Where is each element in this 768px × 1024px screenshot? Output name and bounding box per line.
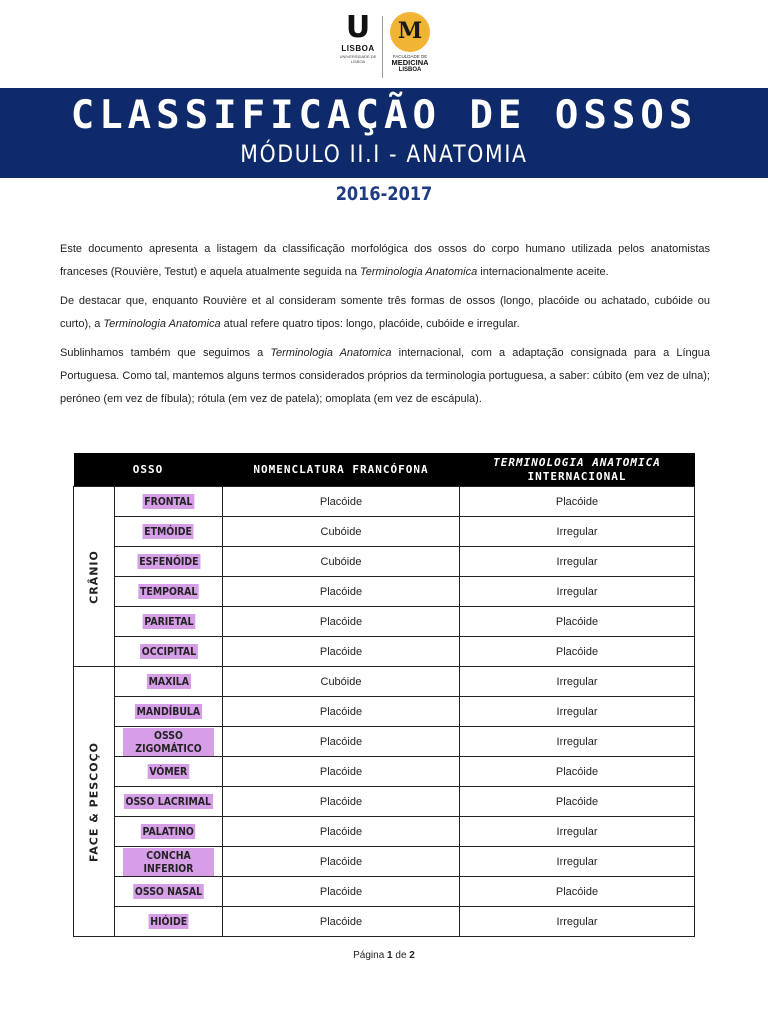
francofona-cell: Placóide (223, 577, 460, 607)
group-label: CRÂNIO (87, 549, 101, 604)
francofona-cell: Placóide (223, 907, 460, 937)
terminologia-cell: Placóide (460, 487, 695, 517)
page-footer (0, 950, 768, 961)
bone-name-cell (115, 727, 223, 757)
bone-name: OCCIPITAL (141, 645, 196, 658)
table-row (74, 787, 695, 817)
intro-paragraph-3: Sublinhamos também que seguimos a Terminologia Anatomica internacional, com a adaptação consignada para a Língua Portuguesa. Como tal, mantemos alguns termos considerados próprios da terminologia portuguesa, a saber: cúbito (em vez de ulna); peróneo (em vez de fíbula); rótula (em vez de patela); omoplata (em vez de escápula). (60, 347, 710, 405)
faculdade-medicina-logo (388, 12, 432, 74)
francofona-cell: Placóide (223, 787, 460, 817)
table-row (74, 607, 695, 637)
bone-name-cell (115, 487, 223, 517)
header-terminologia: TERMINOLOGIA ANATOMICA INTERNACIONAL (460, 453, 695, 487)
francofona-cell: Placóide (223, 727, 460, 757)
bone-name: OSSO NASAL (134, 885, 203, 898)
bone-name-cell (115, 547, 223, 577)
bone-name: CONCHA INFERIOR (123, 848, 214, 876)
ul-logo-sub: UNIVERSIDADE DE LISBOA (339, 54, 377, 64)
francofona-cell: Placóide (223, 847, 460, 877)
page-of: de (395, 950, 407, 961)
bone-name: VÓMER (149, 765, 188, 778)
page-title: CLASSIFICAÇÃO DE OSSOS (70, 93, 698, 138)
bone-name: HIÓIDE (150, 915, 187, 928)
francofona-cell: Placóide (223, 637, 460, 667)
academic-year: 2016-2017 (335, 183, 433, 205)
table-row (74, 757, 695, 787)
header-francofona: NOMENCLATURA FRANCÓFONA (223, 453, 460, 487)
group-label: FACE & PESCOÇO (87, 741, 101, 862)
terminologia-cell: Irregular (460, 547, 695, 577)
terminologia-cell: Irregular (460, 817, 695, 847)
francofona-cell: Cubóide (223, 517, 460, 547)
ul-logo-name: LISBOA (341, 44, 375, 53)
table-row (74, 847, 695, 877)
title-banner (0, 88, 768, 178)
table-row (74, 547, 695, 577)
intro-paragraph-2: De destacar que, enquanto Rouvière et al consideram somente três formas de ossos (longo, placóide ou achatado, cubóide ou curto), a Terminologia Anatomica atual refere quatro tipos: longo, placóide, cubóide e irregular. (60, 295, 710, 330)
francofona-cell: Placóide (223, 697, 460, 727)
table-row (74, 517, 695, 547)
bone-name: FRONTAL (144, 495, 193, 508)
terminologia-cell: Placóide (460, 607, 695, 637)
francofona-cell: Cubóide (223, 667, 460, 697)
terminologia-cell: Irregular (460, 577, 695, 607)
bone-classification-table (73, 453, 694, 937)
bone-name-cell (115, 607, 223, 637)
bone-name-cell (115, 667, 223, 697)
bone-name-cell (115, 757, 223, 787)
bone-name: MANDÍBULA (136, 705, 201, 718)
page-total: 2 (409, 950, 415, 961)
table-header-row (74, 453, 695, 487)
terminologia-cell: Irregular (460, 847, 695, 877)
fml-logo-line2: MEDICINA (391, 58, 429, 67)
bone-name: OSSO LACRIMAL (125, 795, 212, 808)
terminologia-cell: Irregular (460, 517, 695, 547)
bone-name: ETMÓIDE (144, 525, 193, 538)
francofona-cell: Cubóide (223, 547, 460, 577)
page-subtitle: MÓDULO II.I - ANATOMIA (240, 140, 528, 168)
header-osso: OSSO (74, 453, 223, 487)
terminologia-cell: Irregular (460, 697, 695, 727)
ul-logo-letter: U (345, 10, 371, 45)
bone-name-cell (115, 877, 223, 907)
table-row (74, 877, 695, 907)
bone-name: PALATINO (142, 825, 195, 838)
logo-bar (0, 8, 768, 86)
group-cell (74, 487, 115, 667)
francofona-cell: Placóide (223, 607, 460, 637)
terminologia-cell: Placóide (460, 787, 695, 817)
fml-logo-line1: FACULDADE DE (392, 54, 428, 59)
bone-name-cell (115, 517, 223, 547)
terminologia-cell: Irregular (460, 667, 695, 697)
table-row (74, 907, 695, 937)
table-row (74, 637, 695, 667)
bone-name-cell (115, 907, 223, 937)
bone-name: MAXILA (148, 675, 189, 688)
bone-name: PARIETAL (143, 615, 194, 628)
bone-name-cell (115, 787, 223, 817)
terminologia-cell: Irregular (460, 907, 695, 937)
francofona-cell: Placóide (223, 877, 460, 907)
bone-name-cell (115, 817, 223, 847)
francofona-cell: Placóide (223, 817, 460, 847)
bone-name-cell (115, 637, 223, 667)
page-current: 1 (387, 950, 393, 961)
terminologia-cell: Irregular (460, 727, 695, 757)
fml-logo-line3: LISBOA (398, 67, 422, 73)
universidade-lisboa-logo (338, 12, 378, 64)
table-row (74, 697, 695, 727)
bone-name: ESFENÓIDE (138, 555, 199, 568)
terminologia-cell: Placóide (460, 637, 695, 667)
bone-name-cell (115, 847, 223, 877)
bone-name-cell (115, 577, 223, 607)
terminologia-cell: Placóide (460, 877, 695, 907)
terminologia-cell: Placóide (460, 757, 695, 787)
group-cell (74, 667, 115, 937)
intro-paragraph-1: Este documento apresenta a listagem da classificação morfológica dos ossos do corpo humano utilizada pelos anatomistas franceses (Rouvière, Testut) e aquela atualmente seguida na Terminologia Anatomica internacionalmente aceite. (60, 243, 710, 278)
logo-divider (382, 16, 383, 78)
table-row (74, 487, 695, 517)
table-row (74, 727, 695, 757)
bone-name: TEMPORAL (139, 585, 198, 598)
table-row (74, 667, 695, 697)
intro-text (60, 238, 710, 417)
bone-name-cell (115, 697, 223, 727)
table-row (74, 817, 695, 847)
fml-emblem-letter: M (397, 18, 423, 44)
bone-name: OSSO ZIGOMÁTICO (123, 728, 214, 756)
francofona-cell: Placóide (223, 487, 460, 517)
francofona-cell: Placóide (223, 757, 460, 787)
table-row (74, 577, 695, 607)
page-label: Página (353, 950, 385, 961)
fml-emblem-icon (390, 12, 430, 52)
